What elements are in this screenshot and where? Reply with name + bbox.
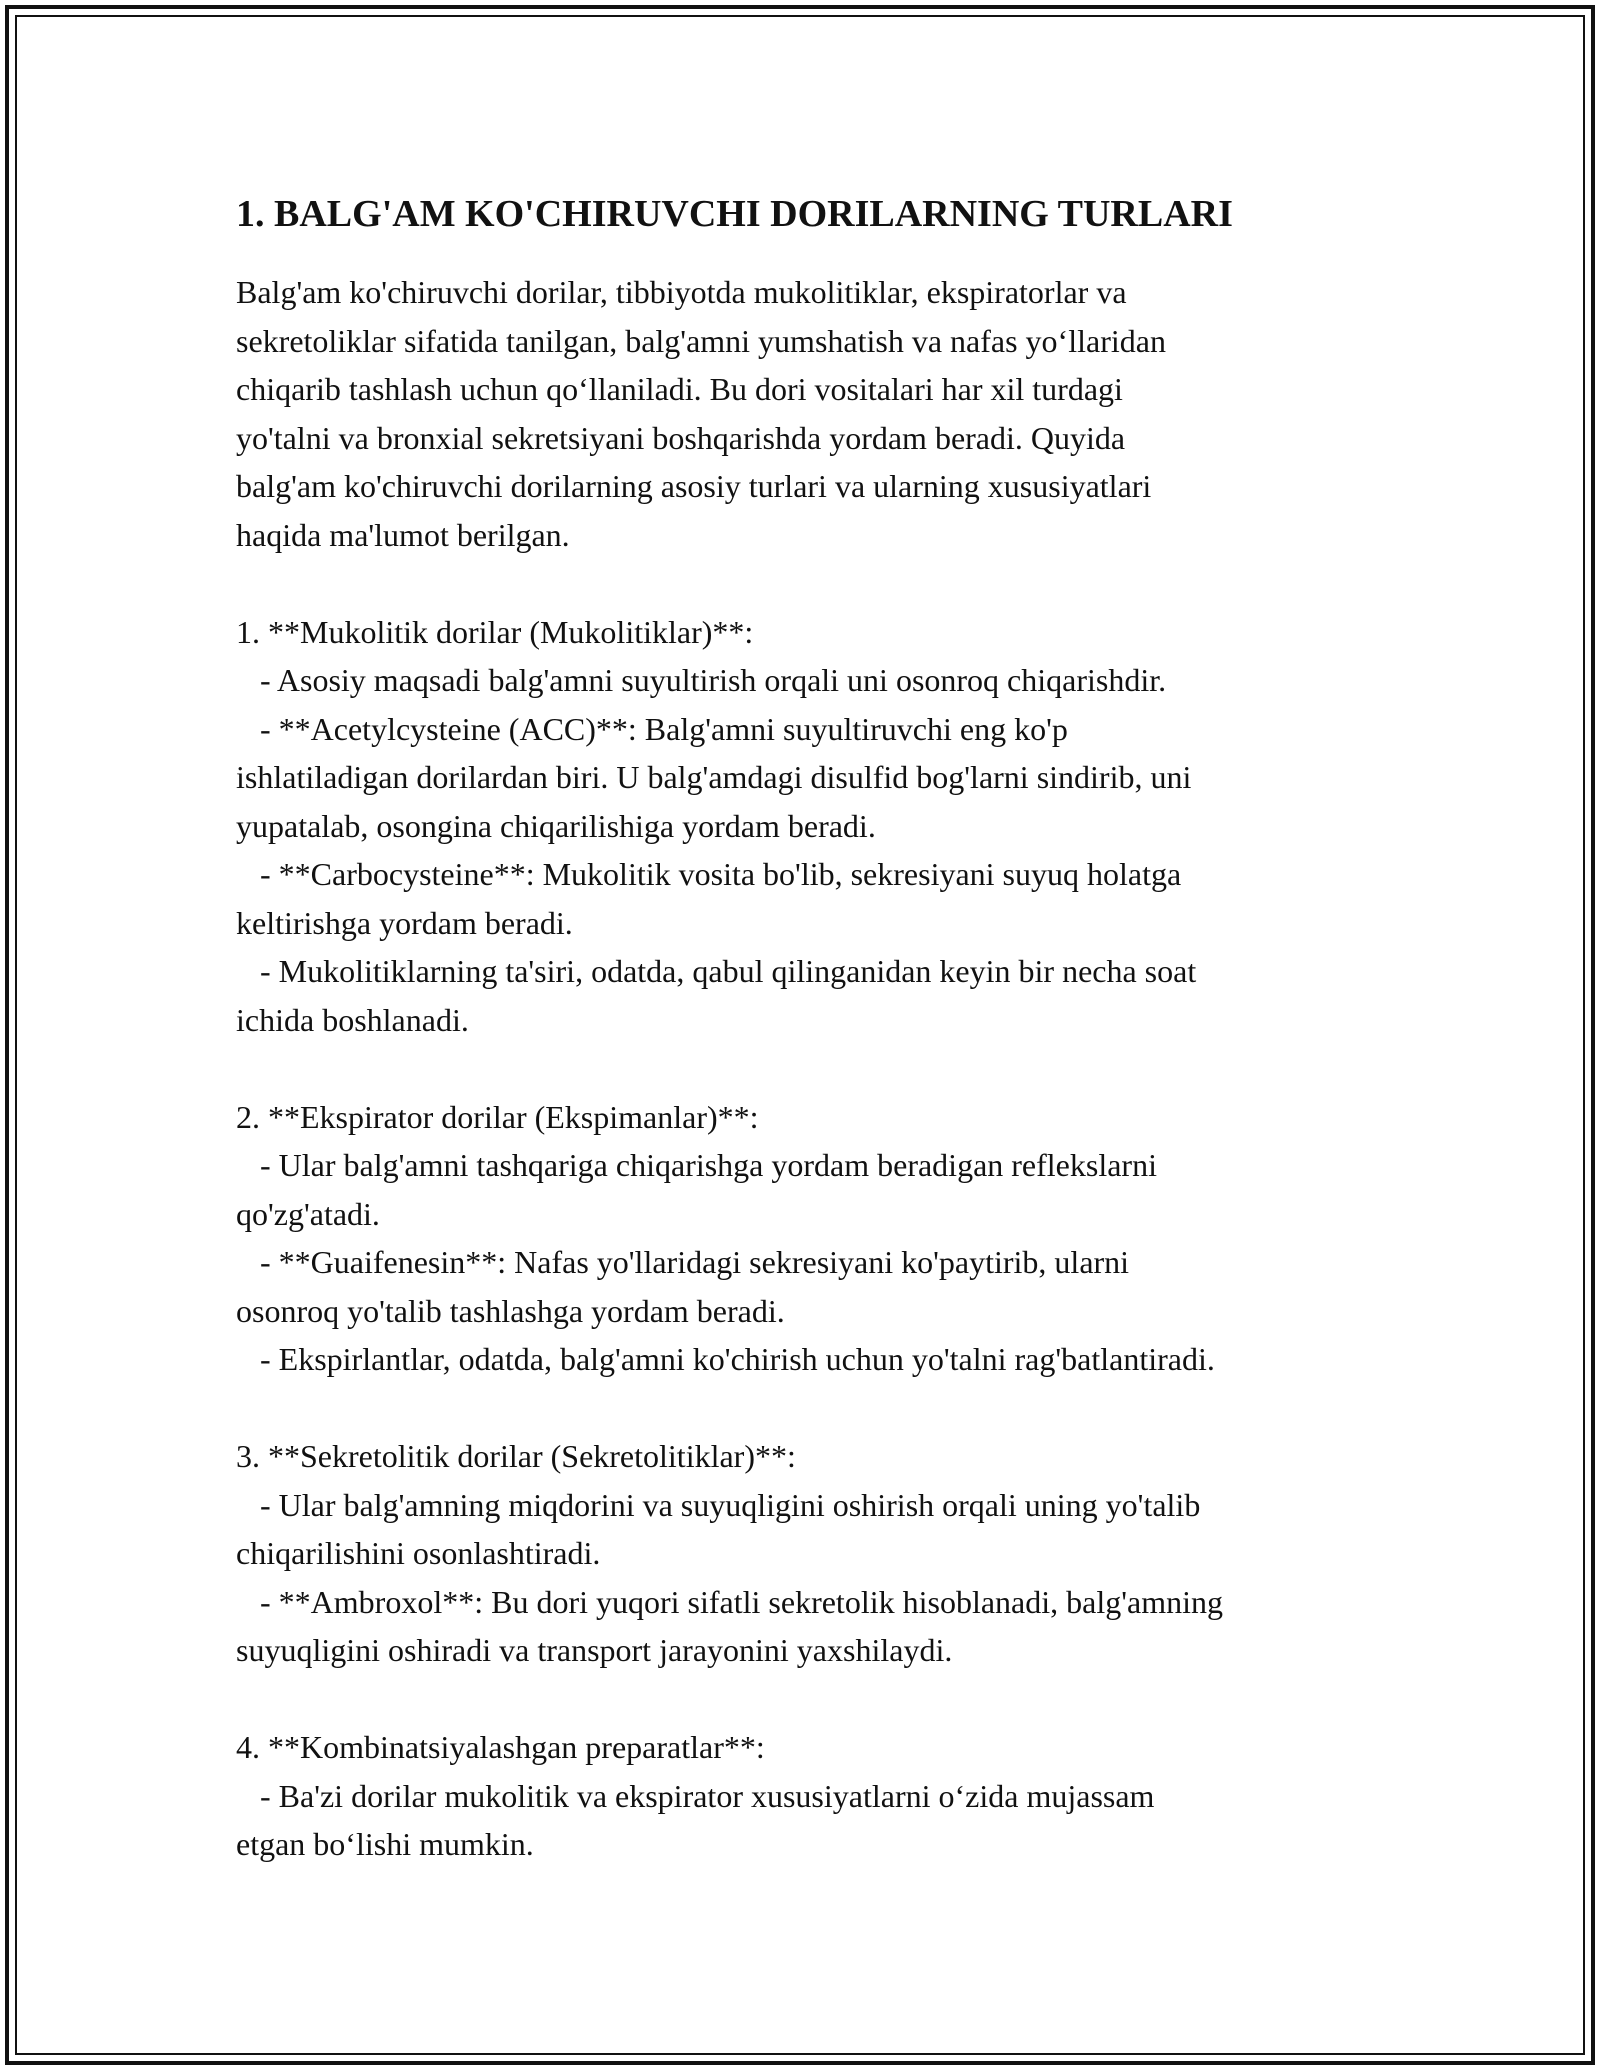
section-line: yupatalab, osongina chiqarilishiga yordam beradi. bbox=[236, 807, 876, 844]
section-line: - **Guaifenesin**: Nafas yo'llaridagi sekresiyani ko'paytirib, ularni bbox=[236, 1244, 1130, 1280]
section-line: qo'zg'atadi. bbox=[236, 1195, 380, 1232]
section-line: - **Carbocysteine**: Mukolitik vosita bo'lib, sekresiyani suyuq holatga bbox=[236, 856, 1182, 892]
section-sekretolitik bbox=[236, 1432, 1386, 1675]
section-line: - **Ambroxol**: Bu dori yuqori sifatli sekretolik hisoblanadi, balg'amning bbox=[236, 1583, 1223, 1620]
section-line: - Ba'zi dorilar mukolitik va ekspirator xususiyatlarni o‘zida mujassam bbox=[236, 1777, 1155, 1814]
section-line: ishlatiladigan dorilardan biri. U balg'amdagi disulfid bog'larni sindirib, uni bbox=[236, 759, 1192, 795]
section-heading: 3. **Sekretolitik dorilar (Sekretolitiklar)**: bbox=[236, 1438, 796, 1474]
section-line: keltirishga yordam beradi. bbox=[236, 904, 573, 941]
section-kombinatsiya bbox=[236, 1723, 1386, 1869]
section-ekspirator bbox=[236, 1093, 1386, 1384]
paragraph-gap bbox=[236, 559, 1386, 608]
section-line: ichida boshlanadi. bbox=[236, 1001, 469, 1038]
section-line: - Asosiy maqsadi balg'amni suyultirish orqali uni osonroq chiqarishdir. bbox=[236, 662, 1167, 698]
section-line: chiqarilishini osonlashtiradi. bbox=[236, 1535, 601, 1571]
section-line: - Mukolitiklarning ta'siri, odatda, qabul qilinganidan keyin bir necha soat bbox=[236, 953, 1197, 989]
section-line: - Ekspirlantlar, odatda, balg'amni ko'chirish uchun yo'talni rag'batlantiradi. bbox=[236, 1341, 1215, 1377]
section-line: etgan bo‘lishi mumkin. bbox=[236, 1826, 534, 1862]
section-line: - Ular balg'amni tashqariga chiqarishga yordam beradigan reflekslarni bbox=[236, 1147, 1157, 1183]
section-mukolitik bbox=[236, 608, 1386, 1045]
section-line: - Ular balg'amning miqdorini va suyuqligini oshirish orqali uning yo'talib bbox=[236, 1486, 1201, 1523]
intro-line: haqida ma'lumot berilgan. bbox=[236, 516, 570, 553]
intro-line: sekretoliklar sifatida tanilgan, balg'amni yumshatish va nafas yo‘llaridan bbox=[236, 322, 1166, 359]
intro-paragraph bbox=[236, 268, 1386, 559]
section-heading: 4. **Kombinatsiyalashgan preparatlar**: bbox=[236, 1729, 765, 1765]
intro-line: yo'talni va bronxial sekretsiyani boshqarishda yordam beradi. Quyida bbox=[236, 419, 1126, 456]
section-line: - **Acetylcysteine (ACC)**: Balg'amni suyultiruvchi eng ko'p bbox=[236, 710, 1068, 747]
paragraph-gap bbox=[236, 1675, 1386, 1724]
section-heading: 2. **Ekspirator dorilar (Ekspimanlar)**: bbox=[236, 1098, 759, 1135]
section-line: osonroq yo'talib tashlashga yordam beradi. bbox=[236, 1292, 785, 1329]
document-body bbox=[236, 188, 1386, 1869]
paragraph-gap bbox=[236, 1384, 1386, 1433]
intro-line: chiqarib tashlash uchun qo‘llaniladi. Bu dori vositalari har xil turdagi bbox=[236, 371, 1123, 407]
section-line: suyuqligini oshiradi va transport jarayonini yaxshilaydi. bbox=[236, 1632, 953, 1668]
document-title: 1. BALG'AM KO'CHIRUVCHI DORILARNING TURLARI bbox=[236, 193, 1233, 235]
paragraph-gap bbox=[236, 1044, 1386, 1093]
intro-line: Balg'am ko'chiruvchi dorilar, tibbiyotda mukolitiklar, ekspiratorlar va bbox=[236, 274, 1127, 310]
intro-line: balg'am ko'chiruvchi dorilarning asosiy turlari va ularning xususiyatlari bbox=[236, 468, 1152, 504]
section-heading: 1. **Mukolitik dorilar (Mukolitiklar)**: bbox=[236, 613, 754, 650]
